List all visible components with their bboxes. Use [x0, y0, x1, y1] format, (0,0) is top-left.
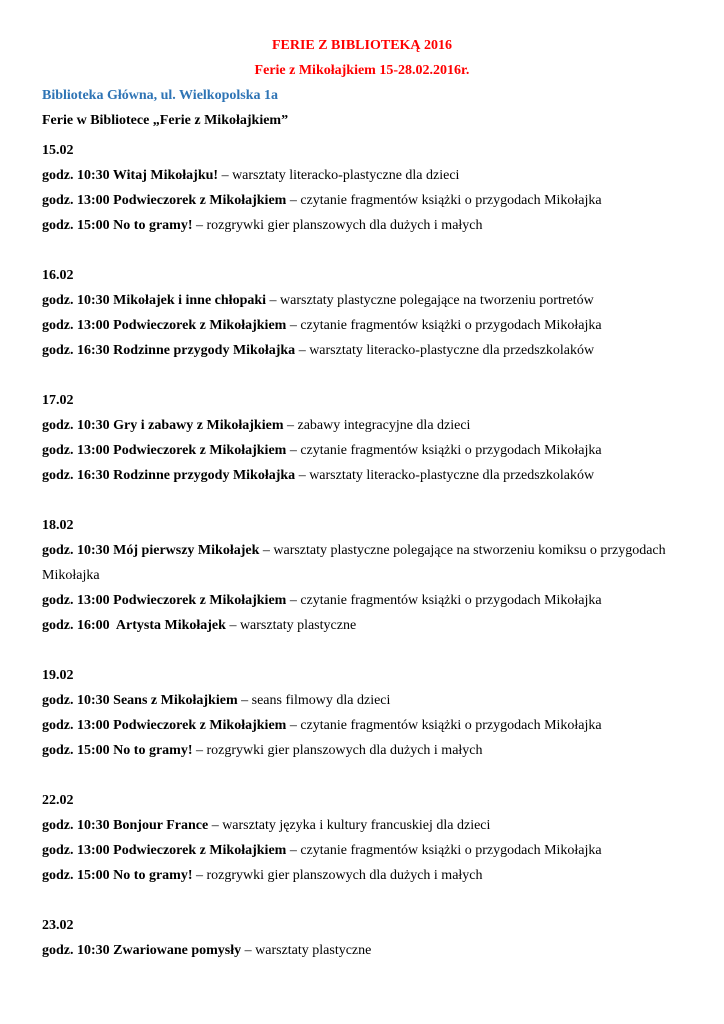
- schedule-day: [42, 663, 682, 763]
- schedule-day: [42, 788, 682, 888]
- event-name: Podwieczorek z Mikołajkiem: [113, 193, 287, 208]
- event-item: [42, 838, 682, 863]
- day-date: 16.02: [42, 268, 74, 283]
- event-time: godz. 10:30: [42, 818, 114, 833]
- event-time: godz. 13:00: [42, 593, 114, 608]
- event-description: – czytanie fragmentów książki o przygodach Mikołajka: [286, 193, 602, 208]
- schedule-day: [42, 513, 682, 638]
- day-date: 22.02: [42, 793, 74, 808]
- day-date: 15.02: [42, 143, 74, 158]
- event-name: Seans z Mikołajkiem: [113, 693, 238, 708]
- event-description: – warsztaty plastyczne polegające na tworzeniu portretów: [266, 293, 594, 308]
- event-name: Podwieczorek z Mikołajkiem: [113, 718, 287, 733]
- event-item: [42, 613, 682, 638]
- event-time: godz. 15:00: [42, 868, 114, 883]
- day-date: 23.02: [42, 918, 74, 933]
- event-item: [42, 188, 682, 213]
- event-item: [42, 213, 682, 238]
- event-description: – rozgrywki gier planszowych dla dużych i małych: [192, 868, 483, 883]
- event-description: – seans filmowy dla dzieci: [237, 693, 391, 708]
- event-name: Bonjour France: [113, 818, 209, 833]
- event-description: – warsztaty plastyczne: [225, 618, 357, 633]
- event-name: Podwieczorek z Mikołajkiem: [113, 843, 287, 858]
- event-name: Podwieczorek z Mikołajkiem: [113, 593, 287, 608]
- program-title: Ferie w Bibliotece „Ferie z Mikołajkiem”: [42, 113, 289, 128]
- event-item: [42, 738, 682, 763]
- event-name: Podwieczorek z Mikołajkiem: [113, 318, 287, 333]
- event-item: [42, 938, 682, 963]
- schedule-day: [42, 913, 682, 963]
- event-description: – rozgrywki gier planszowych dla dużych i małych: [192, 218, 483, 233]
- event-description: – czytanie fragmentów książki o przygodach Mikołajka: [286, 718, 602, 733]
- event-time: godz. 13:00: [42, 443, 114, 458]
- event-time: godz. 15:00: [42, 743, 114, 758]
- event-name: No to gramy!: [113, 218, 193, 233]
- event-time: godz. 16:30: [42, 343, 114, 358]
- event-name: Podwieczorek z Mikołajkiem: [113, 443, 287, 458]
- event-item: [42, 538, 682, 588]
- event-description: – warsztaty plastyczne: [241, 943, 372, 958]
- event-time: godz. 16:30: [42, 468, 114, 483]
- event-time: godz. 16:00: [42, 618, 116, 633]
- day-date: 17.02: [42, 393, 74, 408]
- day-date: 18.02: [42, 518, 74, 533]
- event-item: [42, 338, 682, 363]
- event-description: – warsztaty literacko-plastyczne dla przedszkolaków: [295, 468, 595, 483]
- event-description: – warsztaty języka i kultury francuskiej dla dzieci: [208, 818, 491, 833]
- event-name: Zwariowane pomysły: [113, 943, 242, 958]
- event-item: [42, 413, 682, 438]
- schedule: [42, 138, 682, 988]
- event-item: [42, 688, 682, 713]
- event-name: Rodzinne przygody Mikołajka: [113, 468, 296, 483]
- event-name: No to gramy!: [113, 868, 193, 883]
- event-item: [42, 588, 682, 613]
- event-name: Gry i zabawy z Mikołajkiem: [113, 418, 284, 433]
- event-description: – warsztaty plastyczne polegające na stworzeniu komiksu o przygodach Mikołajka: [42, 543, 670, 583]
- event-description: – czytanie fragmentów książki o przygodach Mikołajka: [286, 593, 602, 608]
- event-name: Witaj Mikołajku!: [112, 168, 219, 183]
- event-item: [42, 863, 682, 888]
- event-item: [42, 813, 682, 838]
- day-date: 19.02: [42, 668, 74, 683]
- event-time: godz. 10:30: [42, 418, 114, 433]
- event-name: Rodzinne przygody Mikołajka: [113, 343, 296, 358]
- event-description: – zabawy integracyjne dla dzieci: [283, 418, 471, 433]
- event-name: Mój pierwszy Mikołajek: [113, 543, 260, 558]
- event-name: No to gramy!: [113, 743, 193, 758]
- event-name: Artysta Mikołajek: [115, 618, 226, 633]
- event-time: godz. 13:00: [42, 193, 114, 208]
- event-description: – czytanie fragmentów książki o przygodach Mikołajka: [286, 318, 602, 333]
- event-description: – czytanie fragmentów książki o przygodach Mikołajka: [286, 843, 602, 858]
- schedule-day: [42, 138, 682, 238]
- event-time: godz. 10:30: [42, 543, 114, 558]
- schedule-day: [42, 388, 682, 488]
- event-name: Mikołajek i inne chłopaki: [113, 293, 267, 308]
- event-item: [42, 713, 682, 738]
- event-time: godz. 15:00: [42, 218, 114, 233]
- event-description: – czytanie fragmentów książki o przygodach Mikołajka: [286, 443, 602, 458]
- event-time: godz. 13:00: [42, 318, 114, 333]
- event-item: [42, 313, 682, 338]
- document-subtitle: Ferie z Mikołajkiem 15-28.02.2016r.: [254, 63, 470, 78]
- event-time: godz. 13:00: [42, 718, 114, 733]
- event-time: godz. 10:30: [42, 168, 113, 183]
- library-address: Biblioteka Główna, ul. Wielkopolska 1a: [42, 88, 278, 103]
- event-time: godz. 10:30: [42, 293, 114, 308]
- event-description: – rozgrywki gier planszowych dla dużych i małych: [192, 743, 483, 758]
- event-item: [42, 288, 682, 313]
- event-description: – warsztaty literacko-plastyczne dla dzieci: [218, 168, 460, 183]
- event-time: godz. 10:30: [42, 943, 114, 958]
- event-description: – warsztaty literacko-plastyczne dla przedszkolaków: [295, 343, 595, 358]
- event-time: godz. 10:30: [42, 693, 114, 708]
- event-item: [42, 163, 682, 188]
- event-item: [42, 463, 682, 488]
- event-time: godz. 13:00: [42, 843, 114, 858]
- event-item: [42, 438, 682, 463]
- schedule-day: [42, 263, 682, 363]
- document-title: FERIE Z BIBLIOTEKĄ 2016: [271, 38, 453, 53]
